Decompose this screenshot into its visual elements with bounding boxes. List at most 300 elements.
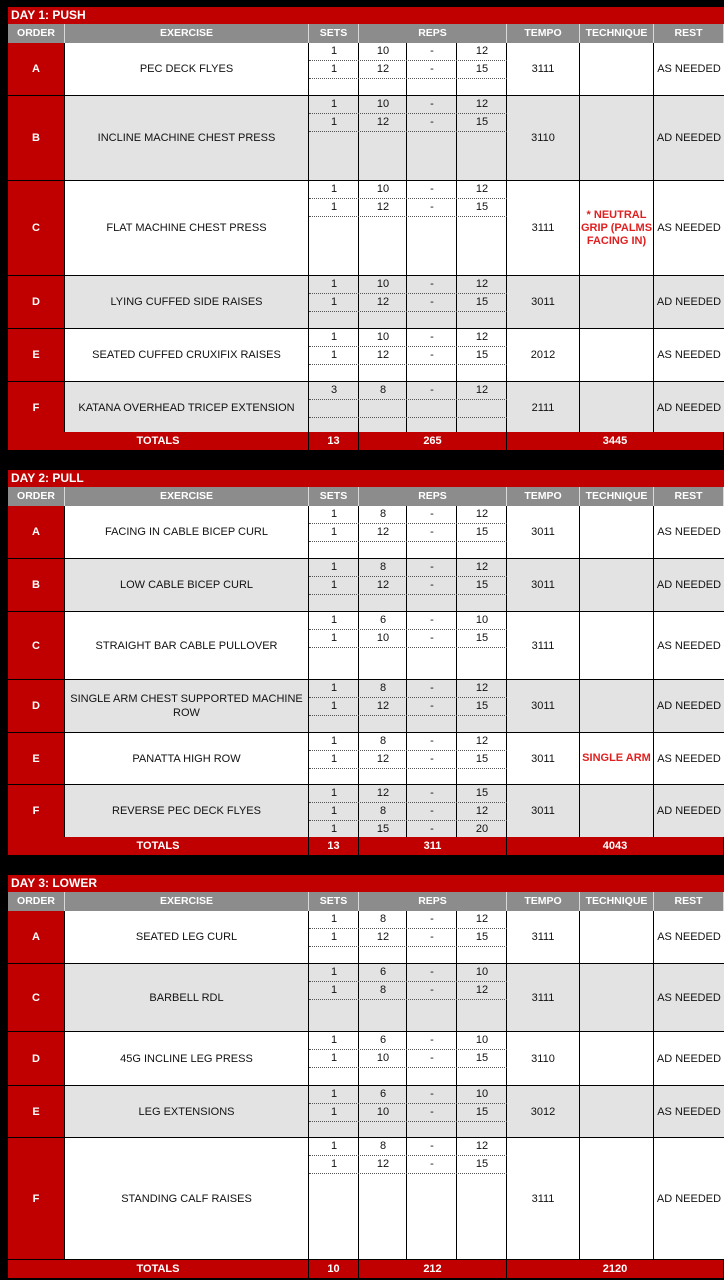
exercise-name: INCLINE MACHINE CHEST PRESS — [65, 96, 309, 180]
reps-separator: - — [430, 45, 434, 57]
reps-high-value: 12 — [475, 984, 489, 996]
set-line — [309, 1032, 507, 1050]
technique-cell — [580, 964, 654, 1031]
sets-value: 1 — [330, 278, 338, 290]
exercise-row — [8, 733, 724, 785]
reps-high-value: 12 — [475, 508, 489, 520]
technique-cell — [580, 43, 654, 95]
set-line — [309, 733, 507, 751]
exercise-name: BARBELL RDL — [65, 964, 309, 1031]
sets-value: 1 — [330, 1052, 338, 1064]
set-line — [309, 1086, 507, 1104]
reps-separator: - — [430, 753, 434, 765]
rest-cell: AD NEEDED — [656, 1192, 722, 1205]
reps-separator: - — [430, 735, 434, 747]
technique-cell — [580, 911, 654, 963]
header-technique: TECHNIQUE — [580, 24, 654, 43]
rest-cell: AS NEEDED — [657, 1105, 721, 1118]
sets-value: 1 — [330, 116, 338, 128]
exercise-name: FACING IN CABLE BICEP CURL — [65, 506, 309, 558]
set-line — [309, 43, 507, 61]
sets-value: 1 — [330, 984, 338, 996]
table-header — [8, 892, 724, 911]
order-cell: E — [8, 733, 65, 784]
reps-low-value: 12 — [376, 787, 390, 799]
reps-high-value: 15 — [475, 63, 489, 75]
sets-value: 1 — [330, 682, 338, 694]
set-line — [309, 1104, 507, 1122]
reps-separator: - — [430, 183, 434, 195]
reps-separator: - — [430, 805, 434, 817]
exercise-row — [8, 559, 724, 612]
header-technique: TECHNIQUE — [580, 892, 654, 911]
rest-cell: AS NEEDED — [657, 526, 721, 538]
reps-high-value: 10 — [475, 966, 489, 978]
technique-cell — [580, 1086, 654, 1137]
set-line — [309, 524, 507, 542]
totals-tempo: 3445 — [507, 432, 724, 450]
header-order: ORDER — [8, 487, 65, 506]
reps-high-value — [457, 400, 507, 417]
header-exercise: EXERCISE — [65, 892, 309, 911]
totals-tempo: 4043 — [507, 837, 724, 855]
set-line — [309, 276, 507, 294]
sets-value: 1 — [330, 1106, 338, 1118]
reps-high-value: 12 — [475, 98, 489, 110]
reps-separator: - — [430, 931, 434, 943]
header-rest: REST — [654, 487, 724, 506]
tempo-cell: 3111 — [507, 181, 580, 275]
reps-separator: - — [430, 823, 434, 835]
tempo-cell: 3111 — [507, 911, 580, 963]
reps-low-value: 10 — [376, 98, 390, 110]
set-line — [309, 329, 507, 347]
sets-value: 1 — [330, 201, 338, 213]
reps-separator: - — [430, 579, 434, 591]
reps-low-value: 12 — [376, 1158, 390, 1170]
reps-high-value: 15 — [475, 526, 489, 538]
tempo-cell: 3110 — [507, 1032, 580, 1085]
reps-high-value: 10 — [475, 1088, 489, 1100]
reps-high-value: 12 — [475, 913, 489, 925]
reps-high-value: 15 — [475, 753, 489, 765]
exercise-row — [8, 382, 724, 434]
exercise-row — [8, 181, 724, 276]
sets-value: 1 — [330, 966, 338, 978]
exercise-row — [8, 276, 724, 329]
exercise-name: LEG EXTENSIONS — [65, 1086, 309, 1137]
reps-low-value: 8 — [379, 805, 387, 817]
reps-low-value: 12 — [376, 700, 390, 712]
reps-low-value: 8 — [379, 682, 387, 694]
sets-value — [309, 400, 359, 417]
header-reps: REPS — [359, 24, 507, 43]
reps-separator: - — [430, 331, 434, 343]
reps-low-value: 12 — [376, 201, 390, 213]
sets-value: 1 — [330, 700, 338, 712]
sets-value: 1 — [330, 913, 338, 925]
rest-cell: AS NEEDED — [657, 63, 721, 75]
sets-value: 1 — [330, 1088, 338, 1100]
exercise-name: KATANA OVERHEAD TRICEP EXTENSION — [65, 382, 309, 433]
exercise-row — [8, 1138, 724, 1260]
technique-cell — [580, 1138, 654, 1259]
technique-cell — [580, 680, 654, 732]
exercise-name: 45G INCLINE LEG PRESS — [65, 1032, 309, 1085]
set-line — [309, 114, 507, 132]
exercise-name: SINGLE ARM CHEST SUPPORTED MACHINE ROW — [65, 680, 309, 732]
tempo-cell: 3111 — [507, 964, 580, 1031]
reps-separator — [407, 400, 457, 417]
reps-separator: - — [430, 63, 434, 75]
header-technique: TECHNIQUE — [580, 487, 654, 506]
header-reps: REPS — [359, 487, 507, 506]
sets-value: 1 — [330, 823, 338, 835]
totals-sets: 13 — [309, 432, 359, 450]
reps-separator: - — [430, 1034, 434, 1046]
exercise-row — [8, 43, 724, 96]
set-line — [309, 964, 507, 982]
order-cell: E — [8, 1086, 65, 1137]
set-line — [309, 577, 507, 595]
tempo-cell: 3111 — [507, 1138, 580, 1259]
reps-low-value: 8 — [379, 913, 387, 925]
reps-separator: - — [430, 787, 434, 799]
order-cell: B — [8, 96, 65, 180]
header-sets: SETS — [309, 487, 359, 506]
exercise-row — [8, 680, 724, 733]
reps-low-value: 12 — [376, 349, 390, 361]
sets-value: 1 — [330, 614, 338, 626]
set-line — [309, 347, 507, 365]
reps-high-value: 15 — [475, 201, 489, 213]
tempo-cell: 3011 — [507, 276, 580, 328]
reps-high-value: 12 — [475, 45, 489, 57]
reps-high-value: 15 — [475, 579, 489, 591]
day-title: DAY 1: PUSH — [8, 7, 724, 24]
order-cell: C — [8, 181, 65, 275]
exercise-name: PANATTA HIGH ROW — [65, 733, 309, 784]
set-line — [309, 785, 507, 803]
set-line — [309, 630, 507, 648]
order-cell: F — [8, 1138, 65, 1259]
reps-separator: - — [430, 700, 434, 712]
reps-high-value: 15 — [475, 1052, 489, 1064]
exercise-row — [8, 1032, 724, 1086]
rest-cell: AD NEEDED — [656, 132, 722, 144]
sets-value: 1 — [330, 349, 338, 361]
header-sets: SETS — [309, 24, 359, 43]
technique-cell — [580, 96, 654, 180]
set-line — [309, 751, 507, 769]
reps-high-value: 15 — [475, 116, 489, 128]
rest-cell: AD NEEDED — [656, 296, 722, 308]
rest-cell: AD NEEDED — [656, 700, 722, 712]
reps-low-value: 8 — [379, 1140, 387, 1152]
totals-tempo: 2120 — [507, 1260, 724, 1278]
header-reps: REPS — [359, 892, 507, 911]
sets-value: 1 — [330, 1158, 338, 1170]
tempo-cell: 2012 — [507, 329, 580, 381]
order-cell: E — [8, 329, 65, 381]
exercise-row — [8, 964, 724, 1032]
reps-separator: - — [430, 966, 434, 978]
reps-high-value: 15 — [475, 632, 489, 644]
set-line — [309, 61, 507, 79]
totals-row — [8, 432, 724, 450]
exercise-row — [8, 1086, 724, 1138]
header-sets: SETS — [309, 892, 359, 911]
reps-low-value: 6 — [379, 1088, 387, 1100]
set-line — [309, 1138, 507, 1156]
set-line — [309, 982, 507, 1000]
reps-separator: - — [430, 682, 434, 694]
technique-cell: SINGLE ARM — [580, 733, 654, 784]
reps-high-value: 15 — [475, 1106, 489, 1118]
set-line — [309, 199, 507, 217]
totals-label: TOTALS — [8, 432, 309, 450]
reps-low-value: 12 — [376, 753, 390, 765]
sets-value: 1 — [330, 183, 338, 195]
totals-sets: 13 — [309, 837, 359, 855]
header-tempo: TEMPO — [507, 487, 580, 506]
set-line — [309, 612, 507, 630]
reps-high-value: 12 — [475, 331, 489, 343]
reps-separator: - — [430, 508, 434, 520]
technique-cell — [580, 276, 654, 328]
exercise-row — [8, 96, 724, 181]
sets-value: 3 — [330, 384, 338, 396]
exercise-row — [8, 911, 724, 964]
order-cell: A — [8, 506, 65, 558]
totals-label: TOTALS — [8, 837, 309, 855]
header-order: ORDER — [8, 892, 65, 911]
set-line — [309, 911, 507, 929]
rest-cell: AS NEEDED — [657, 222, 721, 234]
reps-high-value: 15 — [475, 787, 489, 799]
header-order: ORDER — [8, 24, 65, 43]
rest-cell: AD NEEDED — [656, 401, 722, 414]
set-line — [309, 1156, 507, 1174]
reps-separator: - — [430, 614, 434, 626]
reps-high-value: 12 — [475, 561, 489, 573]
reps-low-value: 8 — [379, 561, 387, 573]
tempo-cell: 3011 — [507, 785, 580, 837]
sets-value: 1 — [330, 63, 338, 75]
reps-low-value: 10 — [376, 331, 390, 343]
sets-value: 1 — [330, 1034, 338, 1046]
reps-separator: - — [430, 1106, 434, 1118]
rest-cell: AD NEEDED — [656, 805, 722, 817]
sets-value: 1 — [330, 1140, 338, 1152]
tempo-cell: 3111 — [507, 43, 580, 95]
reps-separator: - — [430, 984, 434, 996]
header-rest: REST — [654, 892, 724, 911]
sets-value: 1 — [330, 508, 338, 520]
reps-separator: - — [430, 1088, 434, 1100]
exercise-name: STANDING CALF RAISES — [65, 1138, 309, 1259]
sets-value: 1 — [330, 296, 338, 308]
set-line — [309, 803, 507, 821]
exercise-name: SEATED LEG CURL — [65, 911, 309, 963]
reps-low-value: 12 — [376, 579, 390, 591]
sets-value: 1 — [330, 753, 338, 765]
table-header — [8, 487, 724, 506]
reps-separator: - — [430, 1052, 434, 1064]
header-exercise: EXERCISE — [65, 487, 309, 506]
reps-high-value: 20 — [475, 823, 489, 835]
day-title: DAY 3: LOWER — [8, 875, 724, 892]
order-cell: F — [8, 785, 65, 837]
technique-cell: * NEUTRAL GRIP (PALMS FACING IN) — [580, 181, 654, 275]
reps-separator: - — [430, 116, 434, 128]
sets-value: 1 — [330, 787, 338, 799]
reps-separator: - — [430, 349, 434, 361]
order-cell: C — [8, 964, 65, 1031]
sets-value: 1 — [330, 805, 338, 817]
reps-separator: - — [430, 526, 434, 538]
set-line — [309, 929, 507, 947]
reps-high-value: 12 — [475, 682, 489, 694]
exercise-name: SEATED CUFFED CRUXIFIX RAISES — [65, 329, 309, 381]
tempo-cell: 3011 — [507, 733, 580, 784]
reps-high-value: 12 — [475, 278, 489, 290]
reps-separator: - — [430, 1158, 434, 1170]
reps-low-value: 8 — [379, 735, 387, 747]
totals-label: TOTALS — [8, 1260, 309, 1278]
set-line — [309, 506, 507, 524]
rest-cell: AS NEEDED — [657, 931, 721, 943]
day-section — [8, 470, 724, 855]
exercise-row — [8, 506, 724, 559]
tempo-cell: 3011 — [507, 680, 580, 732]
reps-low-value: 8 — [379, 508, 387, 520]
totals-reps: 311 — [359, 837, 507, 855]
day-title: DAY 2: PULL — [8, 470, 724, 487]
order-cell: A — [8, 43, 65, 95]
reps-high-value: 12 — [475, 805, 489, 817]
reps-low-value: 12 — [376, 116, 390, 128]
reps-high-value: 15 — [475, 700, 489, 712]
order-cell: D — [8, 680, 65, 732]
reps-separator: - — [430, 632, 434, 644]
reps-high-value: 12 — [475, 1140, 489, 1152]
tempo-cell: 3011 — [507, 559, 580, 611]
rest-cell: AD NEEDED — [656, 579, 722, 591]
rest-cell: AS NEEDED — [657, 349, 721, 361]
header-rest: REST — [654, 24, 724, 43]
reps-high-value: 12 — [475, 735, 489, 747]
reps-low-value: 10 — [376, 632, 390, 644]
reps-low-value: 6 — [379, 966, 387, 978]
set-line — [309, 96, 507, 114]
set-line — [309, 382, 507, 400]
sets-value: 1 — [330, 561, 338, 573]
exercise-name: STRAIGHT BAR CABLE PULLOVER — [65, 612, 309, 679]
header-exercise: EXERCISE — [65, 24, 309, 43]
set-line — [309, 181, 507, 199]
technique-cell — [580, 559, 654, 611]
exercise-name: REVERSE PEC DECK FLYES — [65, 785, 309, 837]
exercise-row — [8, 612, 724, 680]
reps-high-value: 15 — [475, 931, 489, 943]
technique-cell — [580, 785, 654, 837]
sets-value: 1 — [330, 579, 338, 591]
totals-sets: 10 — [309, 1260, 359, 1278]
reps-low-value: 12 — [376, 526, 390, 538]
exercise-name: PEC DECK FLYES — [65, 43, 309, 95]
exercise-name: LYING CUFFED SIDE RAISES — [65, 276, 309, 328]
reps-low-value — [359, 400, 407, 417]
technique-cell — [580, 506, 654, 558]
technique-cell — [580, 1032, 654, 1085]
reps-separator: - — [430, 1140, 434, 1152]
reps-low-value: 6 — [379, 614, 387, 626]
order-cell: D — [8, 1032, 65, 1085]
tempo-cell: 3110 — [507, 96, 580, 180]
reps-low-value: 10 — [376, 278, 390, 290]
set-line — [309, 698, 507, 716]
order-cell: C — [8, 612, 65, 679]
totals-row — [8, 1260, 724, 1278]
reps-low-value: 10 — [376, 45, 390, 57]
set-line — [309, 1050, 507, 1068]
reps-low-value: 10 — [376, 183, 390, 195]
reps-low-value: 12 — [376, 296, 390, 308]
order-cell: A — [8, 911, 65, 963]
rest-cell: AS NEEDED — [657, 752, 721, 765]
reps-low-value: 12 — [376, 63, 390, 75]
tempo-cell: 3011 — [507, 506, 580, 558]
sets-value: 1 — [330, 526, 338, 538]
order-cell: B — [8, 559, 65, 611]
technique-cell — [580, 612, 654, 679]
totals-reps: 265 — [359, 432, 507, 450]
rest-cell: AD NEEDED — [656, 1052, 722, 1065]
tempo-cell: 3111 — [507, 612, 580, 679]
technique-cell — [580, 329, 654, 381]
exercise-name: LOW CABLE BICEP CURL — [65, 559, 309, 611]
tempo-cell: 2111 — [507, 382, 580, 433]
reps-high-value: 10 — [475, 1034, 489, 1046]
set-line — [309, 680, 507, 698]
sets-value: 1 — [330, 331, 338, 343]
table-header — [8, 24, 724, 43]
set-line — [309, 294, 507, 312]
reps-separator: - — [430, 384, 434, 396]
sets-value: 1 — [330, 98, 338, 110]
reps-separator: - — [430, 296, 434, 308]
set-line — [309, 400, 507, 418]
set-line — [309, 821, 507, 838]
rest-cell: AS NEEDED — [657, 991, 721, 1004]
reps-separator: - — [430, 913, 434, 925]
sets-value: 1 — [330, 632, 338, 644]
header-tempo: TEMPO — [507, 24, 580, 43]
reps-high-value: 12 — [475, 183, 489, 195]
reps-low-value: 12 — [376, 931, 390, 943]
reps-separator: - — [430, 98, 434, 110]
order-cell: D — [8, 276, 65, 328]
reps-low-value: 6 — [379, 1034, 387, 1046]
reps-high-value: 15 — [475, 349, 489, 361]
exercise-row — [8, 329, 724, 382]
day-section — [8, 7, 724, 450]
day-section — [8, 875, 724, 1278]
sets-value: 1 — [330, 931, 338, 943]
reps-low-value: 10 — [376, 1106, 390, 1118]
reps-high-value: 15 — [475, 1158, 489, 1170]
